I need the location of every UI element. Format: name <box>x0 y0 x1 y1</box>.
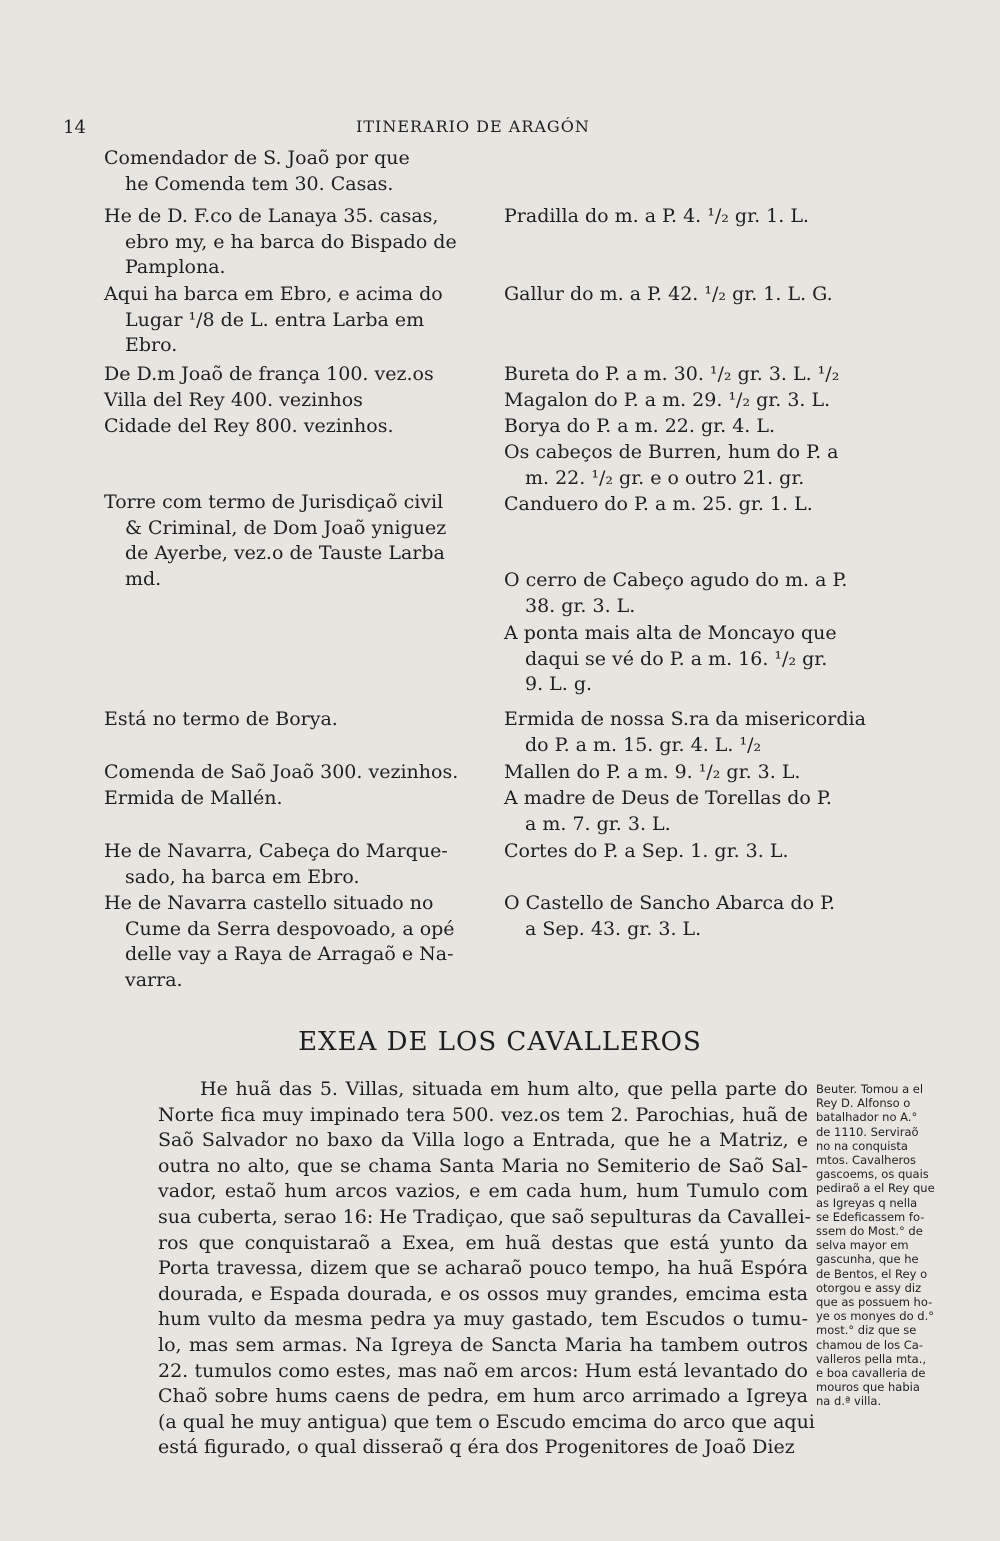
sidenote-line: se Edeficassem fo- <box>816 1209 925 1224</box>
sidenote-line: valleros pella mta., <box>816 1351 927 1366</box>
gazetteer-entry <box>104 490 446 592</box>
gazetteer-entry <box>504 282 833 308</box>
entry-line: Torre com termo de Jurisdiçaõ civil <box>104 491 444 513</box>
sidenote-line: gascunha, que he <box>816 1252 919 1267</box>
gazetteer-entry <box>104 362 434 388</box>
sidenote-line: pediraõ a el Rey que <box>816 1181 935 1196</box>
gazetteer-entry <box>504 204 809 230</box>
entry-line: Gallur do m. a P. 42. ¹/₂ gr. 1. L. G. <box>504 283 833 305</box>
entry-line: de Ayerbe, vez.o de Tauste Larba <box>125 542 445 564</box>
gazetteer-entry <box>104 282 443 359</box>
sidenote-line: mtos. Cavalheros <box>816 1153 917 1168</box>
body-line: vador, estaõ hum arcos vazios, e em cada hum, hum Tumulo com <box>158 1180 808 1203</box>
sidenote-line: ye os monyes do d.° <box>816 1309 934 1324</box>
entry-line: Lugar ¹/8 de L. entra Larba em <box>125 308 425 331</box>
entry-line: 38. gr. 3. L. <box>525 594 636 617</box>
gazetteer-entry <box>504 621 837 698</box>
entry-line: A ponta mais alta de Moncayo que <box>504 622 837 644</box>
entry-line: & Criminal, de Dom Joaõ yniguez <box>125 516 447 539</box>
gazetteer-entry <box>504 414 775 440</box>
marginal-note <box>816 1082 956 1409</box>
gazetteer-entry <box>104 839 448 890</box>
entry-line: Os cabeços de Burren, hum do P. a <box>504 441 839 463</box>
gazetteer-entry <box>504 492 813 518</box>
sidenote-line: e boa cavalleria de <box>816 1366 926 1381</box>
entry-line: a m. 7. gr. 3. L. <box>525 812 671 835</box>
entry-line: varra. <box>125 968 183 991</box>
gazetteer-entry <box>104 786 282 812</box>
body-line: He huã das 5. Villas, situada em hum alto, que pella parte do <box>200 1078 808 1100</box>
entry-line: Cidade del Rey 800. vezinhos. <box>104 415 394 437</box>
entry-line: O cerro de Cabeço agudo do m. a P. <box>504 569 848 591</box>
entry-line: Ermida de Mallén. <box>104 787 283 809</box>
entry-line: m. 22. ¹/₂ gr. e o outro 21. gr. <box>525 466 805 489</box>
entry-line: Villa del Rey 400. vezinhos <box>104 389 363 411</box>
sidenote-line: ssem do Most.° de <box>816 1224 923 1239</box>
entry-line: ebro my, e ha barca do Bispado de <box>125 230 457 253</box>
entry-line: Bureta do P. a m. 30. ¹/₂ gr. 3. L. ¹/₂ <box>504 363 840 385</box>
sidenote-line: de 1110. Serviraõ <box>816 1124 919 1139</box>
gazetteer-entry <box>104 388 363 414</box>
gazetteer-entry <box>104 891 455 993</box>
entry-line: Ermida de nossa S.ra da misericordia <box>504 708 866 730</box>
entry-line: daqui se vé do P. a m. 16. ¹/₂ gr. <box>525 647 828 670</box>
sidenote-line: que as possuem ho- <box>816 1295 933 1310</box>
entry-line: Borya do P. a m. 22. gr. 4. L. <box>504 415 776 437</box>
entry-line: Comenda de Saõ Joaõ 300. vezinhos. <box>104 761 459 783</box>
entry-line: Magalon do P. a m. 29. ¹/₂ gr. 3. L. <box>504 389 831 411</box>
entry-line: Canduero do P. a m. 25. gr. 1. L. <box>504 493 813 515</box>
sidenote-line: Rey D. Alfonso o <box>816 1096 911 1111</box>
body-line: Chaõ sobre hums caens de pedra, em hum arco arrimado a Igreya <box>158 1385 808 1408</box>
gazetteer-entry <box>504 760 800 786</box>
entry-line: Pradilla do m. a P. 4. ¹/₂ gr. 1. L. <box>504 205 809 227</box>
entry-line: delle vay a Raya de Arragaõ e Na- <box>125 943 454 965</box>
entry-line: Aqui ha barca em Ebro, e acima do <box>104 283 443 305</box>
gazetteer-entry <box>104 146 410 197</box>
sidenote-line: de Bentos, el Rey o <box>816 1266 928 1281</box>
body-line: dourada, e Espada dourada, e os ossos muy grandes, emcima esta <box>158 1282 808 1305</box>
body-line: hum vulto da mesma pedra ya muy gastado, tem Escudos o tumu- <box>158 1308 808 1331</box>
gazetteer-entry <box>504 786 832 837</box>
entry-line: He de D. F.co de Lanaya 35. casas, <box>104 205 439 227</box>
sidenote-line: most.° diz que se <box>816 1323 917 1338</box>
gazetteer-entry <box>504 362 839 388</box>
body-line: 22. tumulos como estes, mas naõ em arcos: Hum está levantado do <box>158 1359 808 1382</box>
sidenote-line: mouros que habia <box>816 1380 920 1395</box>
entry-line: Ebro. <box>125 334 178 356</box>
body-line: ros que conquistaraõ a Exea, em huã destas que está yunto da <box>158 1231 808 1254</box>
entry-line: Cume da Serra despovoado, a opé <box>125 917 455 940</box>
entry-line: Cortes do P. a Sep. 1. gr. 3. L. <box>504 840 789 862</box>
gazetteer-entry <box>504 440 839 491</box>
body-line: sua cuberta, serao 16: He Tradiçao, que saõ sepulturas da Cavallei- <box>158 1205 812 1228</box>
entry-line: O Castello de Sancho Abarca do P. <box>504 892 836 914</box>
entry-line: md. <box>125 567 162 590</box>
gazetteer-entry <box>504 707 866 758</box>
gazetteer-entry <box>504 568 847 619</box>
entry-line: Pamplona. <box>125 256 226 278</box>
gazetteer-entry <box>504 839 788 865</box>
body-line: lo, mas sem armas. Na Igreya de Sancta Maria ha tambem outros <box>158 1333 808 1356</box>
gazetteer-entry <box>104 760 458 786</box>
entry-line: a Sep. 43. gr. 3. L. <box>525 917 702 940</box>
entry-line: he Comenda tem 30. Casas. <box>125 172 394 195</box>
entry-line: 9. L. g. <box>525 673 593 695</box>
body-line: outra no alto, que se chama Santa Maria no Semiterio de Saõ Sal- <box>158 1154 808 1177</box>
entry-line: He de Navarra castello situado no <box>104 892 434 914</box>
entry-line: De D.m Joaõ de frança 100. vez.os <box>104 363 434 385</box>
entry-line: sado, ha barca em Ebro. <box>125 865 360 888</box>
gazetteer-entry <box>104 204 457 281</box>
entry-line: A madre de Deus de Torellas do P. <box>504 787 832 809</box>
page-number: 14 <box>63 117 86 138</box>
body-line: Saõ Salvador no baxo da Villa logo a Entrada, que he a Matriz, e <box>158 1129 808 1152</box>
section-title: EXEA DE LOS CAVALLEROS <box>298 1027 702 1057</box>
gazetteer-entry <box>104 414 394 440</box>
sidenote-line: otorgou e assy diz <box>816 1280 922 1295</box>
sidenote-line: na d.ª villa. <box>816 1394 882 1409</box>
running-head: ITINERARIO DE ARAGÓN <box>356 117 590 136</box>
entry-line: Mallen do P. a m. 9. ¹/₂ gr. 3. L. <box>504 761 801 783</box>
sidenote-line: no na conquista <box>816 1138 908 1153</box>
entry-line: do P. a m. 15. gr. 4. L. ¹/₂ <box>525 733 762 756</box>
gazetteer-entry <box>504 388 830 414</box>
body-line: Norte fica muy impinado tera 500. vez.os tem 2. Parochias, huã de <box>158 1103 808 1126</box>
section-body <box>158 1077 815 1461</box>
sidenote-line: Beuter. Tomou a el <box>816 1082 924 1096</box>
entry-line: He de Navarra, Cabeça do Marque- <box>104 840 448 862</box>
sidenote-line: batalhador no A.° <box>816 1110 918 1125</box>
sidenote-line: selva mayor em <box>816 1238 909 1253</box>
body-line: está figurado, o qual disseraõ q éra dos Progenitores de Joaõ Diez <box>158 1436 795 1459</box>
gazetteer-entry <box>104 707 338 733</box>
sidenote-line: as Igreyas q nella <box>816 1195 918 1210</box>
sidenote-line: chamou de los Ca- <box>816 1337 923 1352</box>
entry-line: Comendador de S. Joaõ por que <box>104 147 410 169</box>
body-line: (a qual he muy antigua) que tem o Escudo emcima do arco que aqui <box>158 1410 815 1433</box>
entry-line: Está no termo de Borya. <box>104 708 338 730</box>
body-line: Porta travessa, dizem que se acharaõ pouco tempo, ha huã Espóra <box>158 1257 808 1280</box>
sidenote-line: gascoems, os quais <box>816 1167 929 1182</box>
gazetteer-entry <box>504 891 835 942</box>
